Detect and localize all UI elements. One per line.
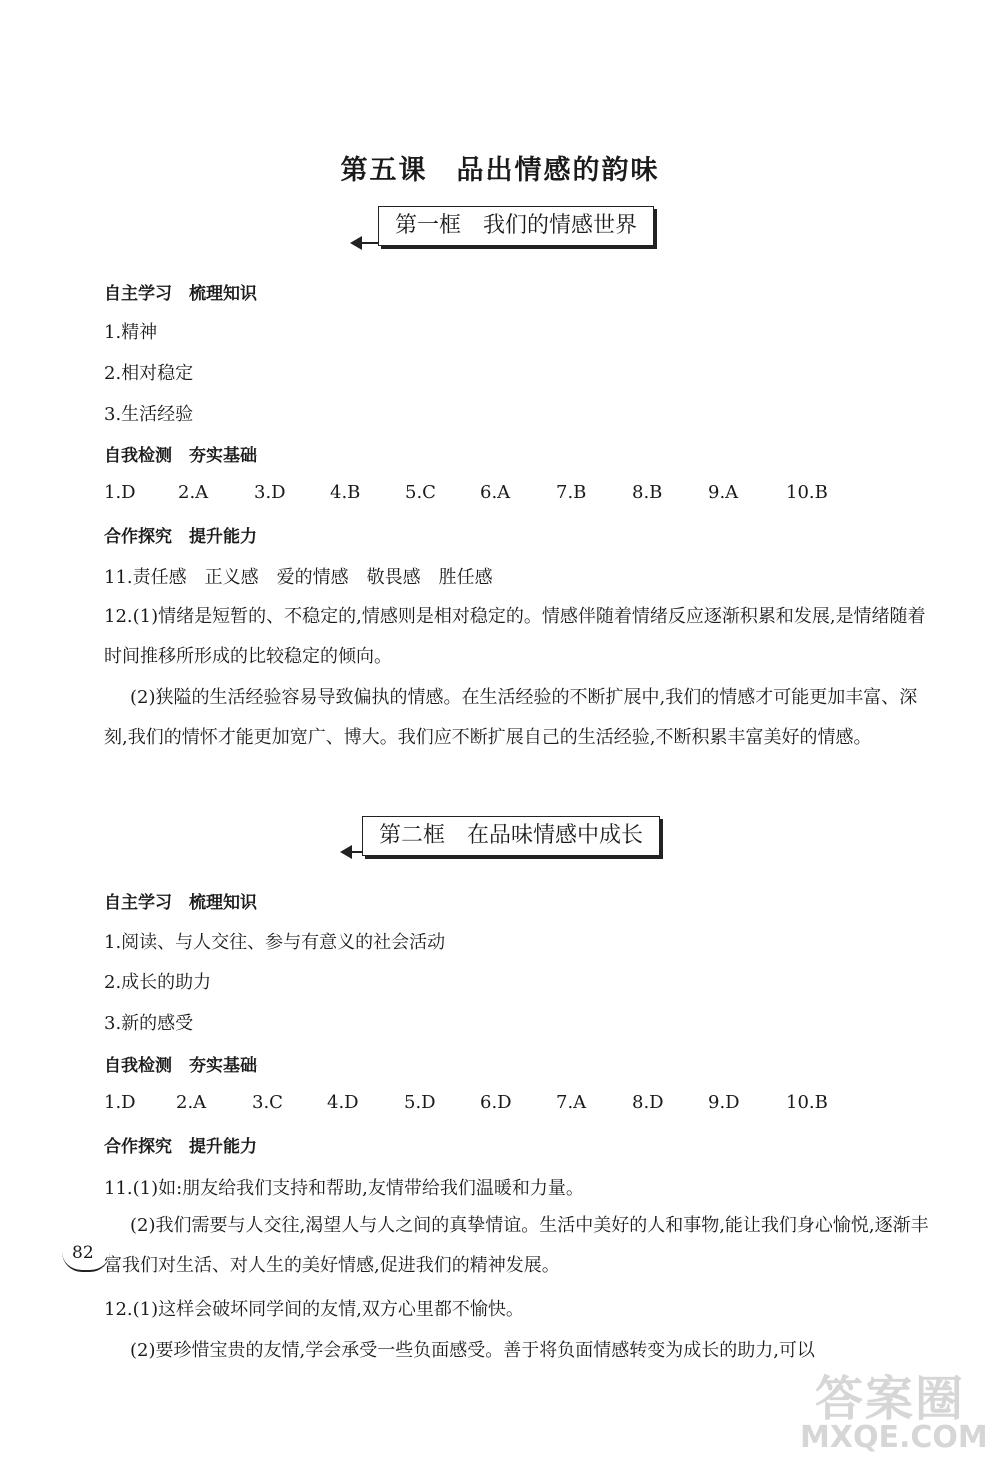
answer: 6.D xyxy=(480,1092,512,1113)
page-number-swoosh xyxy=(62,1252,110,1272)
answer: 10.B xyxy=(786,482,828,503)
answer: 4.B xyxy=(330,482,361,503)
answer: 7.B xyxy=(556,482,587,503)
page-number: 82 xyxy=(72,1243,94,1263)
section-heading-1: 第一框 我们的情感世界 xyxy=(378,206,654,246)
section-title: 合作探究 提升能力 xyxy=(104,1137,257,1157)
watermark-logo: 答案圈 xyxy=(815,1371,966,1427)
heading-arrow-icon xyxy=(350,236,362,250)
lesson-title: 第五课 品出情感的韵味 xyxy=(340,155,660,186)
list-item: 1.阅读、与人交往、参与有意义的社会活动 xyxy=(104,932,446,953)
answer-text: (2)要珍惜宝贵的友情,学会承受一些负面感受。善于将负面情感转变为成长的助力,可以 xyxy=(130,1340,815,1361)
list-item: 3.生活经验 xyxy=(104,404,194,425)
answer: 3.D xyxy=(254,482,286,503)
answer: 1.D xyxy=(104,482,136,503)
list-item: 3.新的感受 xyxy=(104,1013,194,1034)
watermark-url: MXQE.COM xyxy=(800,1420,988,1455)
answer: 10.B xyxy=(786,1092,828,1113)
answer-text: 12.(1)这样会破坏同学间的友情,双方心里都不愉快。 xyxy=(104,1299,524,1320)
answer-text: 11.责任感 正义感 爱的情感 敬畏感 胜任感 xyxy=(104,567,493,588)
answer: 3.C xyxy=(252,1092,283,1113)
heading-arrow-icon xyxy=(340,845,352,859)
answer: 9.A xyxy=(708,482,739,503)
list-item: 2.成长的助力 xyxy=(104,972,212,993)
section-title: 自我检测 夯实基础 xyxy=(104,446,257,466)
section-title: 自主学习 梳理知识 xyxy=(104,893,257,913)
answer: 8.D xyxy=(632,1092,664,1113)
list-item: 1.精神 xyxy=(104,322,158,343)
answer: 5.D xyxy=(404,1092,436,1113)
answer: 2.A xyxy=(178,482,209,503)
answer-paragraph: (2)我们需要与人交往,渴望人与人之间的真挚情谊。生活中美好的人和事物,能让我们身心愉悦,逐渐丰富我们对生活、对人生的美好情感,促进我们的精神发展。 xyxy=(104,1215,929,1276)
section-title: 自我检测 夯实基础 xyxy=(104,1056,257,1076)
answer-text: 11.(1)如:朋友给我们支持和帮助,友情带给我们温暖和力量。 xyxy=(104,1178,584,1199)
answer: 6.A xyxy=(480,482,511,503)
answer: 1.D xyxy=(104,1092,136,1113)
answer-paragraph: 12.(1)情绪是短暂的、不稳定的,情感则是相对稳定的。情感伴随着情绪反应逐渐积累和发展,是情绪随着时间推移所形成的比较稳定的倾向。 xyxy=(104,606,926,667)
list-item: 2.相对稳定 xyxy=(104,363,194,384)
section-title: 自主学习 梳理知识 xyxy=(104,284,257,304)
answer: 7.A xyxy=(556,1092,587,1113)
answer-paragraph: (2)狭隘的生活经验容易导致偏执的情感。在生活经验的不断扩展中,我们的情感才可能更加丰富、深刻,我们的情怀才能更加宽广、博大。我们应不断扩展自己的生活经验,不断积累丰富美好的情感。 xyxy=(104,687,918,748)
answer: 9.D xyxy=(708,1092,740,1113)
answer: 2.A xyxy=(176,1092,207,1113)
heading-arrow-line xyxy=(360,242,380,244)
section-title: 合作探究 提升能力 xyxy=(104,527,257,547)
section-heading-2: 第二框 在品味情感中成长 xyxy=(362,816,660,856)
answer: 5.C xyxy=(405,482,436,503)
answer: 4.D xyxy=(327,1092,359,1113)
answer: 8.B xyxy=(632,482,663,503)
